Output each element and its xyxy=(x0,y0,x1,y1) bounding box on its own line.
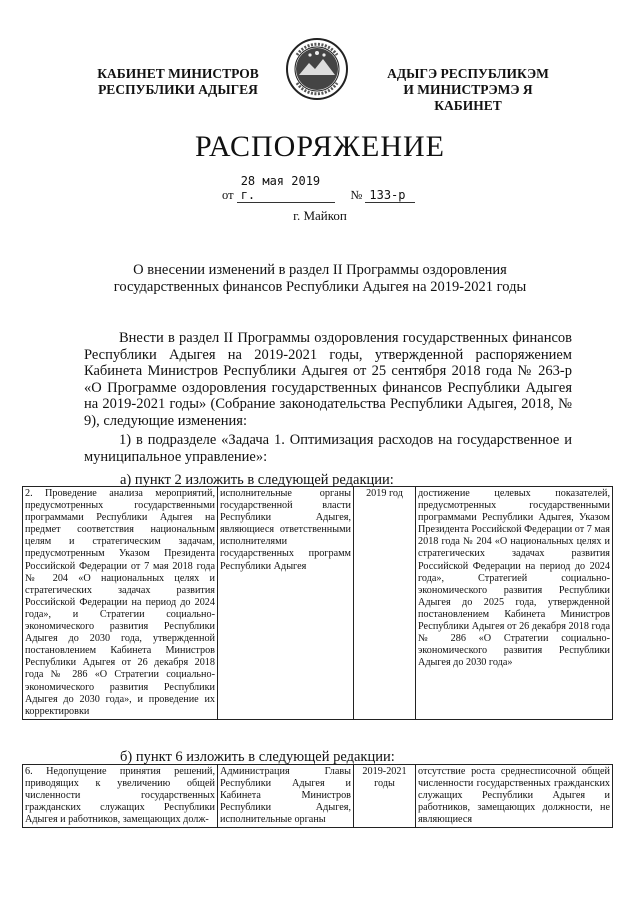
item-a: а) пункт 2 изложить в следующей редакции: xyxy=(120,472,394,488)
header-left-line1: КАБИНЕТ МИНИСТРОВ xyxy=(97,66,259,81)
table-cell-period: 2019 год xyxy=(354,487,416,720)
coat-of-arms-icon xyxy=(285,37,349,101)
item-b: б) пункт 6 изложить в следующей редакции: xyxy=(120,749,395,765)
table-row xyxy=(23,765,613,828)
header-left xyxy=(92,66,264,98)
table-row xyxy=(23,487,613,720)
document-subject: О внесении изменений в раздел II Программы оздоровления государственных финансов Республики Адыгея на 2019-2021 годы xyxy=(113,262,527,295)
header-right xyxy=(368,66,568,114)
table-cell-result: достижение целевых показателей, предусмотренных государственными программами Республики Адыгея, Указом Президента Российской Федерации от 7 мая 2018 года № 204 «О национальных целях и стратегических задачах развития Российской Федерации на период до 2024 года», Стратегией социально-экономического развития Республики Адыгея до 2025 года, утвержденной постановлением Кабинета Министров Республики Адыгея от 26 декабря 2018 года № 286 «О Стратегии социально-экономического развития Республики Адыгея до 2030 года» xyxy=(416,487,613,720)
number-value: 133-р xyxy=(365,188,415,203)
amendment-table-1 xyxy=(22,486,613,720)
paragraph-2: 1) в подразделе «Задача 1. Оптимизация расходов на государственное и муниципальное управление»: xyxy=(84,432,572,465)
table-cell-result: отсутствие роста среднесписочной общей численности государственных гражданских служащих Республики Адыгея и работников, замещающих должности, не являющиеся xyxy=(416,765,613,828)
date-value: 28 мая 2019 г. xyxy=(237,174,335,203)
table-cell-period: 2019-2021 годы xyxy=(354,765,416,828)
header-left-line2: РЕСПУБЛИКИ АДЫГЕЯ xyxy=(98,82,258,97)
number-prefix: № xyxy=(350,188,363,202)
document-title: РАСПОРЯЖЕНИЕ xyxy=(194,130,446,163)
date-prefix: от xyxy=(222,188,234,202)
date-number-line xyxy=(222,174,415,203)
header-right-line2: И МИНИСТРЭМЭ Я КАБИНЕТ xyxy=(403,82,533,113)
table-cell-measure: 2. Проведение анализа мероприятий, предусмотренных государственными программами Республики Адыгея на предмет соответствия национальным целям и стратегическим задачам, предусмотренным Указом Президента Российской Федерации от 7 мая 2018 года № 204 «О национальных целях и стратегических задачах развития Российской Федерации на период до 2024 года», и Стратегии социально-экономического развития Республики Адыгея до 2030 года, утвержденной постановлением Кабинета Министров Республики Адыгея от 26 декабря 2018 года № 286 «О Стратегии социально-экономического развития Республики Адыгея до 2030 года», и проведение их корректировки xyxy=(23,487,218,720)
table-cell-measure: 6. Недопущение принятия решений, приводящих к увеличению общей численности государственных гражданских служащих Республики Адыгея и работников, замещающих долж- xyxy=(23,765,218,828)
table-cell-responsible: исполнительные органы государственной власти Республики Адыгея, являющиеся ответственными исполнителями государственных программ Республики Адыгея xyxy=(218,487,354,720)
amendment-table-2 xyxy=(22,764,613,828)
table-cell-responsible: Администрация Главы Республики Адыгея и Кабинета Министров Республики Адыгея, исполнительные органы xyxy=(218,765,354,828)
city: г. Майкоп xyxy=(293,208,347,223)
header-right-line1: АДЫГЭ РЕСПУБЛИКЭМ xyxy=(387,66,549,81)
paragraph-1: Внести в раздел II Программы оздоровления государственных финансов Республики Адыгея на 2019-2021 годы, утвержденной распоряжением Кабинета Министров Республики Адыгея от 25 сентября 2018 года № 263-р «О Программе оздоровления государственных финансов Республики Адыгея на 2019-2021 годы» (Собрание законодательства Республики Адыгея, 2018, № 9), следующие изменения: xyxy=(84,330,572,429)
